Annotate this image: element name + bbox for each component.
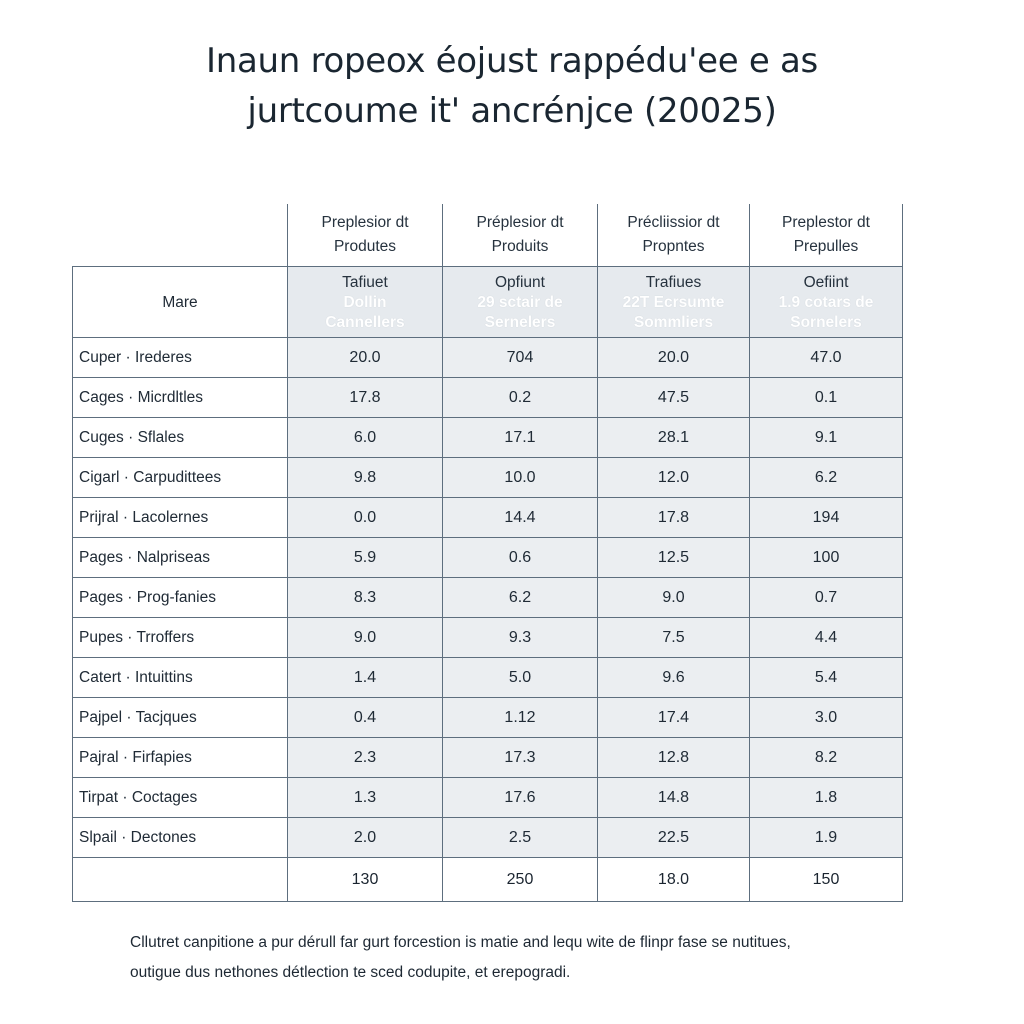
group-header-2-line-2: Produits	[491, 238, 549, 255]
row-label: Cigarl · Carpudittees	[73, 458, 288, 498]
footnote	[130, 928, 990, 988]
table-cell: 5.9	[288, 538, 443, 578]
table-body	[73, 338, 903, 902]
table-cell: 704	[443, 338, 598, 378]
table-cell: 6.2	[443, 578, 598, 618]
totals-row	[73, 858, 903, 902]
table-cell: 17.1	[443, 418, 598, 458]
table-cell: 12.8	[598, 738, 750, 778]
table-row	[73, 338, 903, 378]
column-header-1-line-3: Cannellers	[325, 314, 405, 331]
table-row	[73, 778, 903, 818]
footnote-line-1: Cllutret canpitione a pur dérull far gurt forcestion is matie and lequ wite de flinpr fase se nutitues,	[130, 934, 791, 951]
column-header-row	[73, 267, 903, 338]
row-label: Pupes · Trroffers	[73, 618, 288, 658]
footnote-line-2: outigue dus nethones détlection te sced codupite, et erepogradi.	[130, 964, 571, 981]
row-label: Slpail · Dectones	[73, 818, 288, 858]
row-label: Pages · Nalpriseas	[73, 538, 288, 578]
row-label: Cuges · Sflales	[73, 418, 288, 458]
column-header-4-line-1: Oefiint	[803, 274, 849, 291]
table-row	[73, 818, 903, 858]
table-cell: 47.0	[750, 338, 903, 378]
table-row	[73, 738, 903, 778]
column-header-1-line-2: Dollin	[343, 294, 387, 311]
group-header-2	[443, 204, 598, 267]
table-cell: 17.3	[443, 738, 598, 778]
column-header-1-line-1: Tafiuet	[342, 274, 388, 291]
row-label: Cuper · Irederes	[73, 338, 288, 378]
table-cell: 6.0	[288, 418, 443, 458]
table-cell: 9.6	[598, 658, 750, 698]
table-cell: 17.6	[443, 778, 598, 818]
table-row	[73, 578, 903, 618]
table-cell: 12.5	[598, 538, 750, 578]
table-cell: 9.3	[443, 618, 598, 658]
group-header-4	[750, 204, 903, 267]
table-cell: 7.5	[598, 618, 750, 658]
column-header-2-line-1: Opfiunt	[495, 274, 545, 291]
totals-cell: 250	[443, 858, 598, 902]
table-cell: 0.6	[443, 538, 598, 578]
chart-title-line-2: jurtcoume it' ancrénjce (20025)	[247, 91, 777, 131]
group-header-1-line-2: Produtes	[333, 238, 397, 255]
totals-label	[73, 858, 288, 902]
table-cell: 9.0	[288, 618, 443, 658]
row-label: Pajral · Firfapies	[73, 738, 288, 778]
group-header-row	[73, 204, 903, 267]
table-cell: 1.4	[288, 658, 443, 698]
column-header-3-line-1: Trafiues	[645, 274, 702, 291]
table-cell: 22.5	[598, 818, 750, 858]
table-cell: 0.4	[288, 698, 443, 738]
table-cell: 17.8	[598, 498, 750, 538]
table-cell: 9.1	[750, 418, 903, 458]
table-cell: 0.0	[288, 498, 443, 538]
table-cell: 2.5	[443, 818, 598, 858]
group-header-2-line-1: Préplesior dt	[476, 214, 564, 231]
table-cell: 28.1	[598, 418, 750, 458]
table-cell: 47.5	[598, 378, 750, 418]
table-cell: 17.4	[598, 698, 750, 738]
group-header-1-line-1: Preplesior dt	[321, 214, 409, 231]
table-row	[73, 458, 903, 498]
group-header-3-line-1: Précliissior dt	[627, 214, 720, 231]
row-label: Pajpel · Tacjques	[73, 698, 288, 738]
table-cell: 0.1	[750, 378, 903, 418]
row-label: Catert · Intuittins	[73, 658, 288, 698]
table-cell: 1.9	[750, 818, 903, 858]
column-header-2-line-3: Sernelers	[484, 314, 556, 331]
table-cell: 8.3	[288, 578, 443, 618]
column-header-3	[598, 267, 750, 338]
table-cell: 12.0	[598, 458, 750, 498]
column-header-4-line-3: Sornelers	[790, 314, 862, 331]
column-header-3-line-2: 22T Ecrsumte	[622, 294, 725, 311]
row-label: Tirpat · Coctages	[73, 778, 288, 818]
group-header-4-line-1: Preplestor dt	[782, 214, 870, 231]
totals-cell: 150	[750, 858, 903, 902]
column-header-2	[443, 267, 598, 338]
table-cell: 0.2	[443, 378, 598, 418]
table-row	[73, 698, 903, 738]
group-header-4-line-2: Prepulles	[793, 238, 859, 255]
group-header-1	[288, 204, 443, 267]
table-cell: 8.2	[750, 738, 903, 778]
group-header-3	[598, 204, 750, 267]
chart-title-line-1: Inaun ropeox éojust rappédu'ee e as	[206, 41, 818, 81]
group-header-3-line-2: Propntes	[642, 238, 705, 255]
table-cell: 100	[750, 538, 903, 578]
table-cell: 14.8	[598, 778, 750, 818]
column-header-1	[288, 267, 443, 338]
chart-title	[0, 36, 1024, 136]
table-row	[73, 618, 903, 658]
table-row	[73, 498, 903, 538]
table-cell: 5.0	[443, 658, 598, 698]
table-cell: 9.8	[288, 458, 443, 498]
table-cell: 5.4	[750, 658, 903, 698]
column-header-3-line-3: Sommliers	[633, 314, 714, 331]
table-cell: 6.2	[750, 458, 903, 498]
table-row	[73, 538, 903, 578]
totals-cell: 18.0	[598, 858, 750, 902]
table-cell: 194	[750, 498, 903, 538]
data-table	[72, 204, 903, 902]
table-row	[73, 418, 903, 458]
table-cell: 14.4	[443, 498, 598, 538]
table-cell: 20.0	[598, 338, 750, 378]
row-label: Prijral · Lacolernes	[73, 498, 288, 538]
column-header-4	[750, 267, 903, 338]
table-row	[73, 378, 903, 418]
row-label: Pages · Prog-fanies	[73, 578, 288, 618]
table-row	[73, 658, 903, 698]
table-cell: 2.3	[288, 738, 443, 778]
table-cell: 1.8	[750, 778, 903, 818]
table-cell: 3.0	[750, 698, 903, 738]
header-corner-blank	[73, 204, 288, 267]
row-label: Cages · Micrdltles	[73, 378, 288, 418]
table-cell: 2.0	[288, 818, 443, 858]
table-cell: 0.7	[750, 578, 903, 618]
table-cell: 9.0	[598, 578, 750, 618]
column-header-4-line-2: 1.9 cotars de	[778, 294, 874, 311]
table-cell: 1.3	[288, 778, 443, 818]
table-cell: 4.4	[750, 618, 903, 658]
row-header-label: Mare	[73, 267, 288, 338]
table-cell: 1.12	[443, 698, 598, 738]
table-cell: 17.8	[288, 378, 443, 418]
column-header-2-line-2: 29 sctair de	[477, 294, 563, 311]
totals-cell: 130	[288, 858, 443, 902]
table-cell: 20.0	[288, 338, 443, 378]
table-cell: 10.0	[443, 458, 598, 498]
